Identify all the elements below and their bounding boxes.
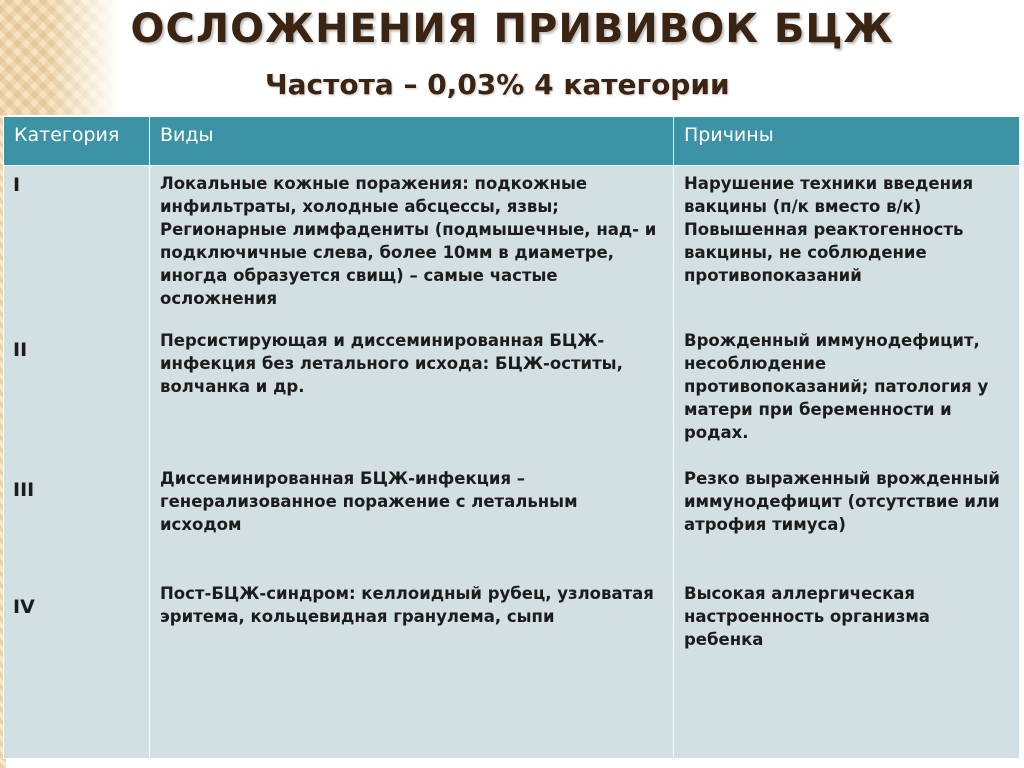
causes-2: Врожденный иммунодефицит, несоблюдение противопоказаний; патология у матери при беременности и родах.	[684, 331, 989, 442]
causes-4: Высокая аллергическая настроенность организма ребенка	[684, 584, 930, 649]
header-category: Категория	[4, 117, 150, 166]
table-header-row	[4, 117, 1020, 166]
causes-3: Резко выраженный врожденный иммунодефицит (отсутствие или атрофия тимуса)	[684, 469, 1000, 534]
causes-column	[674, 166, 1020, 759]
types-column	[150, 166, 674, 759]
category-3: III	[13, 479, 35, 501]
types-1: Локальные кожные поражения: подкожные инфильтраты, холодные абсцессы, язвы; Регионарные лимфадениты (подмышечные, над- и подключичные слева, более 10мм в диаметре, иногда образуется свищ) – самые частые осложнения	[160, 174, 657, 308]
types-4: Пост-БЦЖ-синдром: келлоидный рубец, узловатая эритема, кольцевидная гранулема, сыпи	[160, 584, 654, 626]
category-4: IV	[13, 596, 35, 618]
types-3: Диссеминированная БЦЖ-инфекция – генерализованное поражение с летальным исходом	[160, 469, 578, 534]
slide-subtitle: Частота – 0,03% 4 категории	[265, 68, 730, 101]
complications-table	[3, 116, 1020, 759]
category-1: I	[13, 174, 21, 196]
causes-1: Нарушение техники введения вакцины (п/к вместо в/к) Повышенная реактогенность вакцины, не соблюдение противопоказаний	[684, 174, 974, 285]
header-types: Виды	[150, 117, 674, 166]
types-2: Персистирующая и диссеминированная БЦЖ-инфекция без летального исхода: БЦЖ-оститы, волчанка и др.	[160, 331, 623, 396]
table-body-row	[4, 166, 1020, 759]
slide-title: ОСЛОЖНЕНИЯ ПРИВИВОК БЦЖ	[130, 6, 894, 52]
category-column	[4, 166, 150, 759]
category-2: II	[13, 339, 28, 361]
header-causes: Причины	[674, 117, 1020, 166]
